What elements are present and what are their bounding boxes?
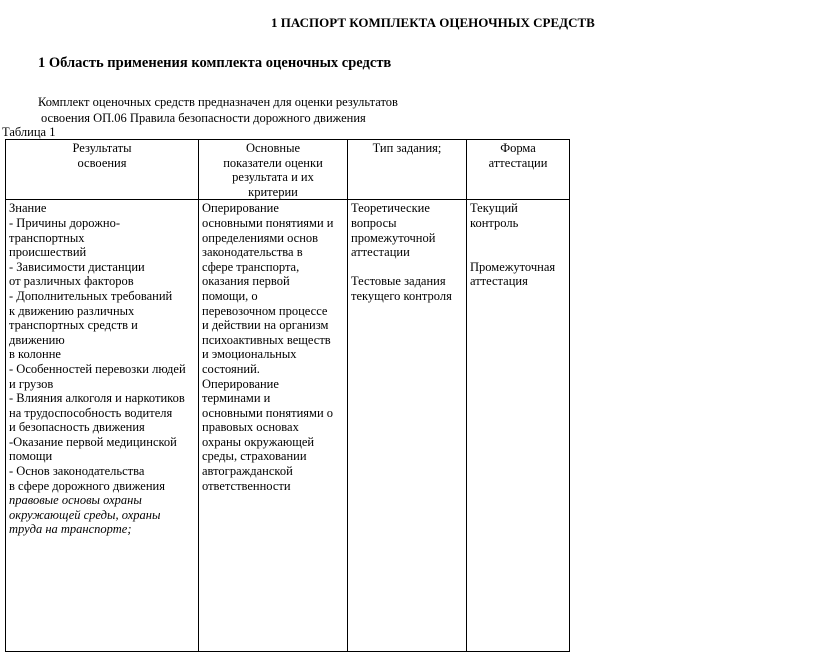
- indicator-line: охраны окружающей: [202, 434, 315, 449]
- spacer: [470, 231, 566, 246]
- knowledge-line: правовые основы охраны: [9, 493, 142, 508]
- knowledge-line: от различных факторов: [9, 274, 134, 289]
- knowledge-line: Знание: [9, 201, 47, 216]
- header-line: Основные: [245, 141, 301, 155]
- knowledge-line: -Оказание первой медицинской: [9, 434, 177, 449]
- certification-line: контроль: [470, 215, 519, 230]
- knowledge-line: помощи: [9, 449, 53, 464]
- knowledge-line: - Дополнительных требований: [9, 288, 173, 303]
- indicator-line: психоактивных веществ: [202, 332, 331, 347]
- certification-line: аттестация: [470, 274, 528, 289]
- indicator-line: ответственности: [202, 478, 291, 493]
- indicator-line: и действии на организм: [202, 318, 329, 333]
- knowledge-line: - Особенностей перевозки людей: [9, 361, 186, 376]
- knowledge-line: транспортных: [9, 230, 85, 245]
- header-indicators: [199, 140, 348, 200]
- header-results: [6, 140, 199, 200]
- intro-line-2: освоения ОП.06 Правила безопасности дорожного движения: [41, 111, 366, 125]
- indicator-line: правовых основах: [202, 420, 299, 435]
- assessment-table: [5, 139, 570, 652]
- intro-paragraph: [38, 94, 398, 126]
- indicator-line: Оперирование: [202, 376, 279, 391]
- indicator-line: Оперирование: [202, 201, 279, 216]
- knowledge-line: - Основ законодательства: [9, 464, 145, 479]
- indicator-line: основными понятиями и: [202, 215, 334, 230]
- header-line: Форма: [500, 141, 536, 155]
- knowledge-line: на трудоспособность водителя: [9, 405, 173, 420]
- cell-certification-form: [467, 200, 570, 652]
- header-line: результата и их: [232, 170, 314, 185]
- intro-line-1: Комплект оценочных средств предназначен для оценки результатов: [38, 95, 398, 109]
- knowledge-line: труда на транспорте;: [9, 522, 132, 537]
- indicator-line: законодательства в: [202, 245, 303, 260]
- indicator-line: и эмоциональных: [202, 347, 297, 362]
- spacer: [351, 260, 463, 275]
- knowledge-line: и безопасность движения: [9, 420, 145, 435]
- indicator-line: помощи, о: [202, 288, 258, 303]
- section-title: 1 Область применения комплекта оценочных средств: [38, 55, 392, 71]
- indicator-line: основными понятиями о: [202, 405, 334, 420]
- indicator-line: терминами и: [202, 391, 271, 406]
- document-title: 1 ПАСПОРТ КОМПЛЕКТА ОЦЕНОЧНЫХ СРЕДСТВ: [271, 15, 595, 30]
- knowledge-line: - Влияния алкоголя и наркотиков: [9, 391, 185, 406]
- certification-line: Текущий: [470, 201, 518, 216]
- certification-line: Промежуточная: [470, 259, 556, 274]
- task-type-line: аттестации: [351, 245, 410, 260]
- header-certification-form: [467, 140, 570, 200]
- header-line: показатели оценки: [223, 155, 323, 170]
- knowledge-line: в сфере дорожного движения: [9, 478, 165, 493]
- task-type-line: промежуточной: [351, 230, 436, 245]
- knowledge-line: окружающей среды, охраны: [9, 507, 161, 522]
- knowledge-line: и грузов: [9, 376, 54, 391]
- task-type-line: вопросы: [351, 215, 397, 230]
- knowledge-line: - Причины дорожно-: [9, 215, 120, 230]
- knowledge-line: к движению различных: [9, 303, 135, 318]
- cell-task-type: [348, 200, 467, 652]
- indicator-line: автогражданской: [202, 464, 293, 479]
- table-row: [6, 200, 570, 652]
- indicator-line: состояний.: [202, 361, 260, 376]
- header-line: Результаты: [72, 141, 132, 155]
- header-line: критерии: [248, 184, 298, 199]
- knowledge-line: в колонне: [9, 347, 61, 362]
- task-type-line: Тестовые задания: [351, 274, 446, 289]
- table-header-row: [6, 140, 570, 200]
- cell-knowledge: [6, 200, 199, 652]
- indicator-line: сфере транспорта,: [202, 259, 300, 274]
- task-type-line: Теоретические: [351, 201, 430, 216]
- header-line: Тип задания;: [372, 141, 442, 155]
- table-caption: Таблица 1: [2, 125, 56, 139]
- knowledge-line: движению: [9, 332, 65, 347]
- task-type-line: текущего контроля: [351, 288, 452, 303]
- knowledge-line: - Зависимости дистанции: [9, 259, 145, 274]
- indicator-line: перевозочном процессе: [202, 303, 328, 318]
- header-task-type: [348, 140, 467, 200]
- header-line: аттестации: [488, 155, 548, 170]
- spacer: [470, 245, 566, 260]
- indicator-line: среды, страховании: [202, 449, 307, 464]
- indicator-line: оказания первой: [202, 274, 290, 289]
- cell-indicators: [199, 200, 348, 652]
- knowledge-line: происшествий: [9, 245, 87, 260]
- header-line: освоения: [77, 155, 127, 170]
- indicator-line: определениями основ: [202, 230, 319, 245]
- knowledge-line: транспортных средств и: [9, 318, 138, 333]
